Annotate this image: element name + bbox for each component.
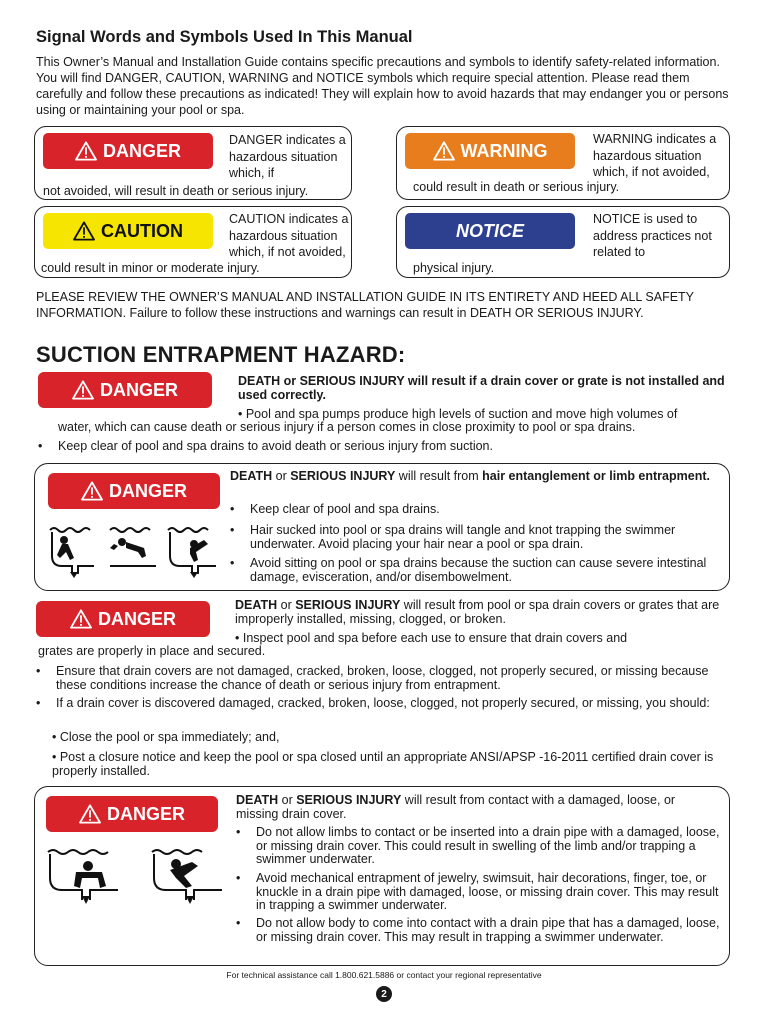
- notice-badge: [405, 213, 575, 249]
- danger-label: DANGER: [102, 140, 181, 161]
- block4-bullet2: [236, 872, 722, 913]
- hazard-heading: SUCTION ENTRAPMENT HAZARD:: [36, 342, 406, 367]
- page-number: 2: [376, 986, 392, 1002]
- headline-or: or: [278, 793, 297, 807]
- block3-danger-badge: [36, 601, 210, 637]
- headline-or: or: [272, 469, 291, 483]
- block3-headline: [235, 598, 725, 626]
- notice-description-tail: physical injury.: [413, 261, 495, 275]
- block3-sub1: • Close the pool or spa immediately; and,: [52, 730, 280, 744]
- block3-sub2: • Post a closure notice and keep the pool or spa closed until an appropriate ANSI/APSP -16-2011 certified drain cover is properly installed.: [52, 750, 714, 778]
- block2-bullet3: [230, 557, 720, 584]
- block4-headline: [236, 793, 720, 821]
- block1-bullet1-first: • Pool and spa pumps produce high levels of suction and move high volumes of: [238, 407, 678, 421]
- caution-badge: [43, 213, 213, 249]
- block4-bullet3-text: Do not allow body to come into contact with a drain pipe that has a damaged, loose, or missing drain cover. This may result in trapping a swimmer underwater.: [256, 916, 720, 944]
- block4-bullet1-text: Do not allow limbs to contact or be inserted into a drain pipe with a damaged, loose, or missing drain cover. This could result in swelling of the limb and/or trapping a swimmer underwater.: [256, 825, 720, 866]
- hair-entrapment-illustration: [48, 522, 224, 578]
- block2-bullet3-text: Avoid sitting on pool or spa drains because the suction can cause severe intestinal damage, evisceration, and/or disembowelment.: [250, 556, 707, 584]
- block4-danger-label: DANGER: [106, 803, 185, 824]
- signal-box-notice: [396, 206, 730, 278]
- warning-triangle-icon: [72, 380, 94, 400]
- warning-triangle-icon: [70, 609, 92, 629]
- block3-danger-label: DANGER: [97, 608, 176, 629]
- bullet-dot: •: [236, 871, 241, 885]
- headline-serious: SERIOUS INJURY: [295, 598, 401, 612]
- headline-death: DEATH: [236, 793, 279, 807]
- block1-bullet2: [38, 440, 738, 454]
- warning-label: WARNING: [460, 140, 548, 161]
- warning-description-tail: could result in death or serious injury.: [413, 180, 620, 194]
- block2-bullet1: [230, 503, 720, 517]
- warning-description: WARNING indicates a hazardous situation which, if not avoided,: [593, 132, 717, 179]
- headline-rest: will result from contact with a damaged, loose, or missing drain cover.: [236, 793, 676, 821]
- bullet-dot: •: [230, 502, 235, 516]
- danger-description-tail: not avoided, will result in death or serious injury.: [43, 184, 309, 198]
- headline-death: DEATH: [235, 598, 278, 612]
- block4-danger-badge: [46, 796, 218, 832]
- block1-bullet2-text: Keep clear of pool and spa drains to avoid death or serious injury from suction.: [58, 439, 493, 453]
- block1-bullet1-rest: water, which can cause death or serious injury if a person comes in close proximity to pool or spa drains.: [58, 420, 636, 434]
- bullet-dot: •: [36, 664, 41, 678]
- notice-label: NOTICE: [455, 220, 524, 241]
- block2-bullet2-text: Hair sucked into pool or spa drains will tangle and knot trapping the swimmer underwater. Avoid placing your hair near a pool or spa drain.: [250, 523, 676, 551]
- block2-bullet2: [230, 524, 720, 551]
- block4-bullet3: [236, 917, 722, 944]
- bullet-dot: •: [236, 825, 241, 839]
- block1-danger-badge: [38, 372, 212, 408]
- headline-mid: will result from: [395, 469, 483, 483]
- block1-headline: DEATH or SERIOUS INJURY will result if a drain cover or grate is not installed and used correctly.: [238, 374, 725, 402]
- block4-bullet2-text: Avoid mechanical entrapment of jewelry, swimsuit, hair decorations, finger, toe, or knuckle in a drain pipe with damaged, loose, or missing drain cover. This may result in trapping a swimmer underwater.: [256, 871, 719, 912]
- review-notice: PLEASE REVIEW THE OWNER’S MANUAL AND INSTALLATION GUIDE IN ITS ENTIRETY AND HEED ALL SAFETY INFORMATION. Failure to follow these instructions and warnings can result in DEATH OR SERIOUS INJURY.: [36, 290, 694, 320]
- intro-paragraph: This Owner’s Manual and Installation Guide contains specific precautions and symbols to identify safety-related information. You will find DANGER, CAUTION, WARNING and NOTICE symbols which require special attention. Please read them carefully and follow these precautions as indicated! They will explain how to avoid hazards that may endanger you or persons using or maintaining your pool or spa.: [36, 55, 729, 117]
- headline-serious: SERIOUS INJURY: [290, 469, 396, 483]
- signal-box-caution: [34, 206, 352, 278]
- warning-triangle-icon: [81, 481, 103, 501]
- danger-badge: [43, 133, 213, 169]
- bullet-dot: •: [36, 696, 41, 710]
- headline-end: hair entanglement or limb entrapment.: [482, 469, 710, 483]
- block3-bullet3-text: If a drain cover is discovered damaged, cracked, broken, loose, clogged, not properly secured, or missing, you should:: [56, 696, 710, 710]
- headline-death: DEATH: [230, 469, 273, 483]
- block2-danger-label: DANGER: [108, 480, 187, 501]
- warning-triangle-icon: [73, 221, 95, 241]
- block4-bullet1: [236, 826, 722, 867]
- signal-box-warning: [396, 126, 730, 200]
- bullet-dot: •: [236, 916, 241, 930]
- bullet-dot: •: [230, 556, 235, 570]
- block3-bullet2-text: Ensure that drain covers are not damaged, cracked, broken, loose, clogged, not properly secured, or missing because these conditions increase the chance of death or serious injury from entrapment.: [56, 664, 709, 692]
- block3-bullet3: [36, 697, 736, 711]
- warning-triangle-icon: [433, 141, 455, 161]
- caution-label: CAUTION: [101, 220, 183, 241]
- block3-bullet2: [36, 665, 736, 692]
- bullet-dot: •: [230, 523, 235, 537]
- notice-description: NOTICE is used to address practices not related to: [593, 212, 712, 259]
- caution-description-tail: could result in minor or moderate injury.: [41, 261, 260, 275]
- block2-headline: [230, 469, 720, 483]
- block2-bullet1-text: Keep clear of pool and spa drains.: [250, 502, 440, 516]
- headline-or: or: [277, 598, 296, 612]
- footer-note: For technical assistance call 1.800.621.5886 or contact your regional representative: [226, 970, 542, 980]
- warning-triangle-icon: [75, 141, 97, 161]
- warning-badge: [405, 133, 575, 169]
- headline-rest: will result from pool or spa drain covers or grates that are improperly installed, missing, clogged, or broken.: [235, 598, 720, 626]
- caution-description: CAUTION indicates a hazardous situation which, if not avoided,: [229, 212, 349, 259]
- bullet-dot: •: [38, 439, 43, 453]
- warning-triangle-icon: [79, 804, 101, 824]
- block1-danger-label: DANGER: [99, 379, 178, 400]
- block3-bullet1-first: • Inspect pool and spa before each use to ensure that drain covers and: [235, 631, 628, 645]
- page-title: Signal Words and Symbols Used In This Manual: [36, 28, 413, 46]
- block2-danger-badge: [48, 473, 220, 509]
- danger-description: DANGER indicates a hazardous situation which, if: [229, 133, 346, 180]
- signal-box-danger: [34, 126, 352, 200]
- block3-bullet1-rest: grates are properly in place and secured.: [38, 644, 266, 658]
- headline-serious: SERIOUS INJURY: [296, 793, 402, 807]
- limb-entrapment-illustration: [46, 844, 226, 904]
